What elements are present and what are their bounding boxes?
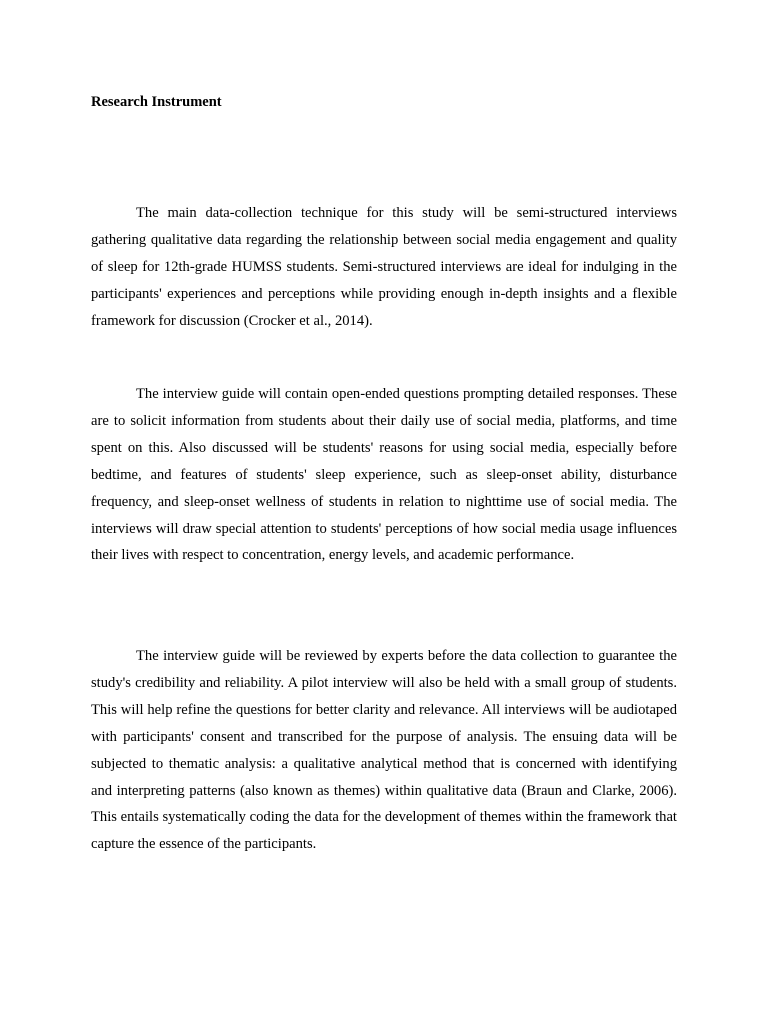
paragraph-method: The main data-collection technique for this study will be semi-structured interviews gathering qualitative data regarding the relationship between social media engagement and quality of sleep for 12th-grade HUMSS students. Semi-structured interviews are ideal for indulging in the participants' experiences and perceptions while providing enough in-depth insights and a flexible framework for discussion (Crocker et al., 2014). [91, 205, 677, 329]
paragraph-validation-analysis: The interview guide will be reviewed by experts before the data collection to guarantee the study's credibility and reliability. A pilot interview will also be held with a small group of students. This will help refine the questions for better clarity and relevance. All interviews will be audiotaped with participants' consent and transcribed for the purpose of analysis. The ensuing data will be subjected to thematic analysis: a qualitative analytical method that is concerned with identifying and interpreting patterns (also known as themes) within qualitative data (Braun and Clarke, 2006). This entails systematically coding the data for the development of themes within the framework that capture the essence of the participants. [91, 648, 677, 853]
paragraph-interview-guide: The interview guide will contain open-ended questions prompting detailed responses. These are to solicit information from students about their daily use of social media, platforms, and time spent on this. Also discussed will be students' reasons for using social media, especially before bedtime, and features of students' sleep experience, such as sleep-onset ability, disturbance frequency, and sleep-onset wellness of students in relation to nighttime use of social media. The interviews will draw special attention to students' perceptions of how social media usage influences their lives with respect to concentration, energy levels, and academic performance. [91, 386, 677, 564]
section-heading: Research Instrument [91, 94, 222, 110]
